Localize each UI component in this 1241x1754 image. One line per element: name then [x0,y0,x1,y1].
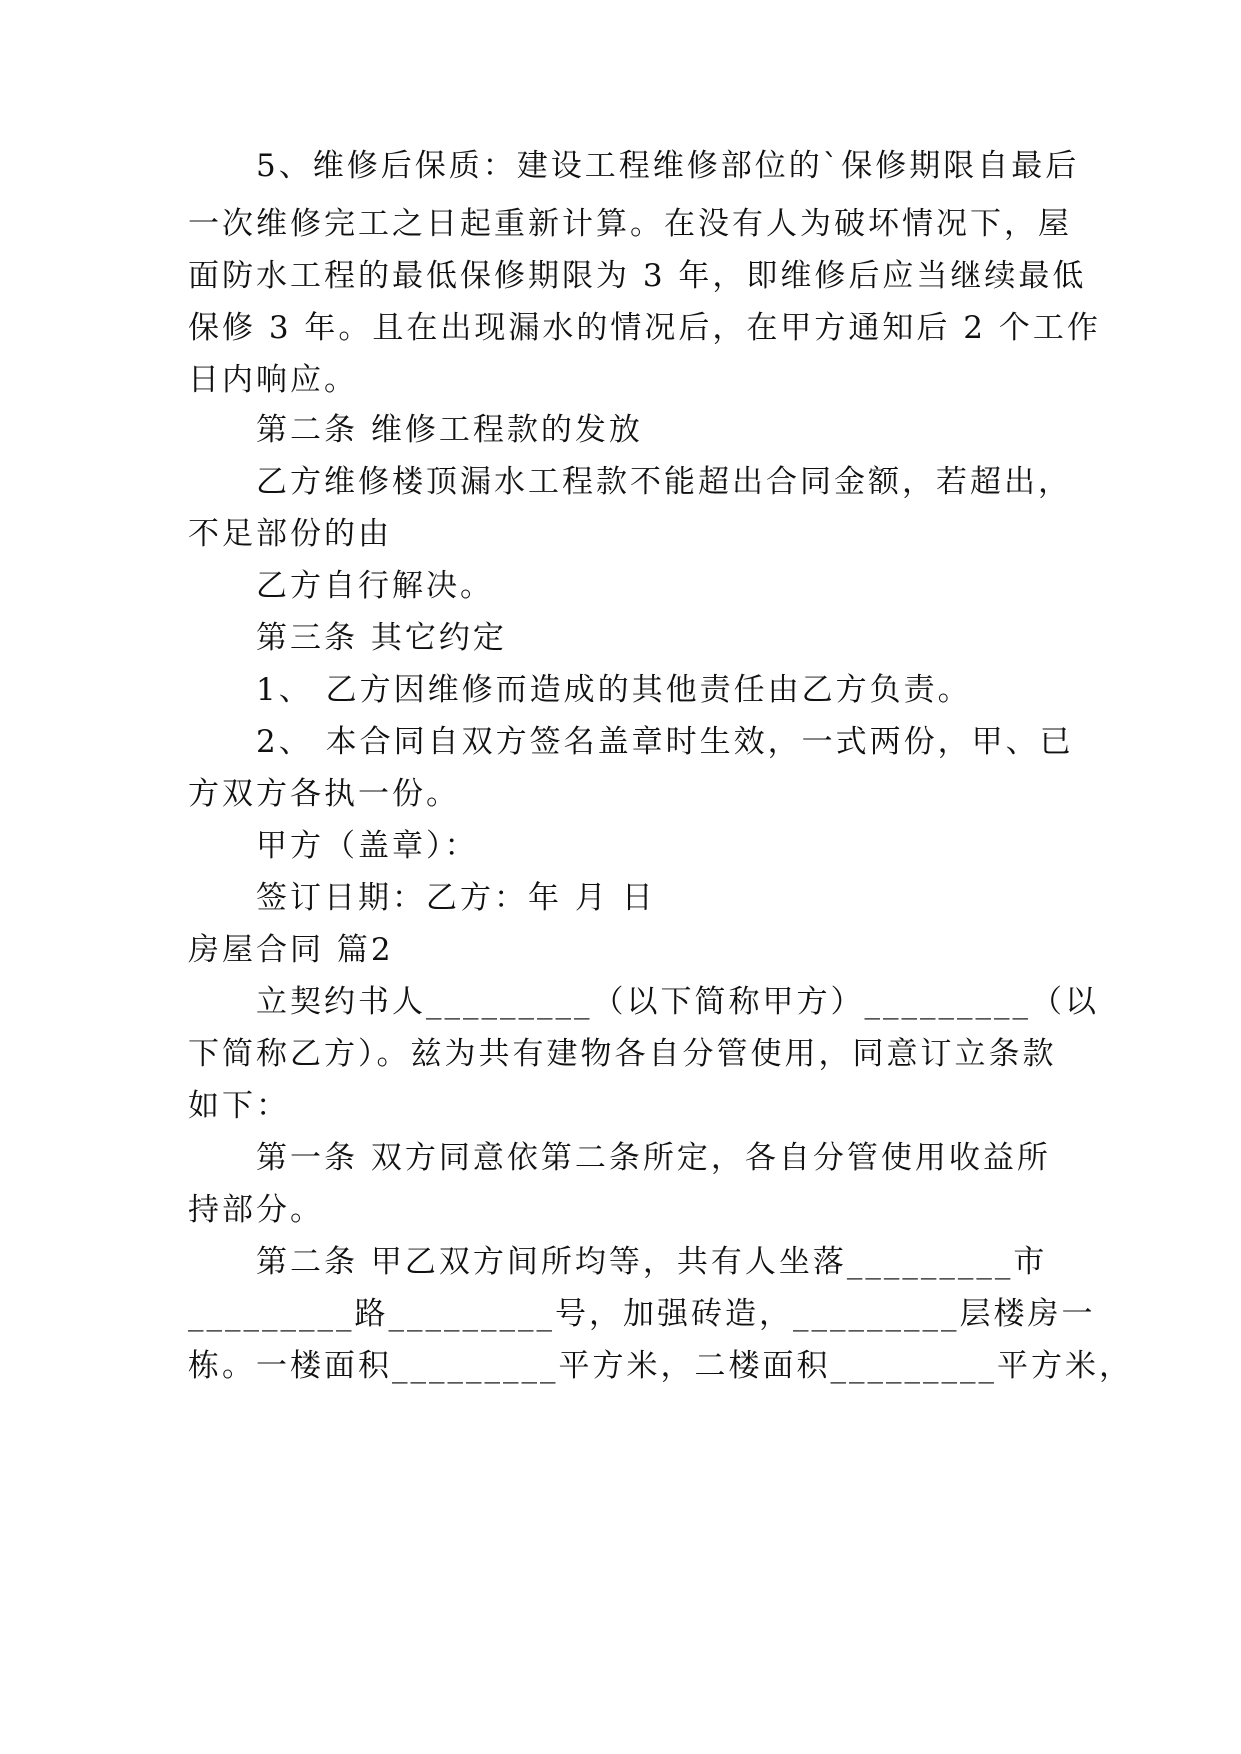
article-line: _________路_________号，加强砖造，_________层楼房一 [188,1296,1096,1332]
signature-date-line: 签订日期：乙方：年 月 日 [256,880,656,916]
paragraph-line: 日内响应。 [188,362,358,398]
paragraph-line: 立契约书人_________（以下简称甲方）_________（以 [256,984,1099,1020]
paragraph-line: 如下： [188,1088,290,1124]
list-item: 1、 乙方因维修而造成的其他责任由乙方负责。 [256,672,972,708]
paragraph-line: 乙方自行解决。 [256,568,494,604]
article-line: 第一条 双方同意依第二条所定，各自分管使用收益所 [256,1140,1051,1176]
list-item: 2、 本合同自双方签名盖章时生效，一式两份，甲、已 [256,724,1074,760]
article-line: 持部分。 [188,1192,324,1228]
paragraph-line: 一次维修完工之日起重新计算。在没有人为破坏情况下，屋 [188,206,1072,242]
document-section-title: 房屋合同 篇2 [188,932,394,968]
section-heading: 第二条 维修工程款的发放 [256,412,643,448]
article-line: 第二条 甲乙双方间所均等，共有人坐落_________市 [256,1244,1048,1280]
signature-party-a: 甲方（盖章）： [256,828,479,864]
paragraph-line: 面防水工程的最低保修期限为 3 年，即维修后应当继续最低 [188,258,1087,294]
section-heading: 第三条 其它约定 [256,620,507,656]
article-line: 栋。一楼面积_________平方米，二楼面积_________平方米， [188,1348,1133,1384]
paragraph-line: 不足部份的由 [188,516,392,552]
paragraph-line: 下简称乙方）。兹为共有建物各自分管使用，同意订立条款 [188,1036,1057,1072]
paragraph-line: 5、维修后保质：建设工程维修部位的`保修期限自最后 [256,148,1080,184]
paragraph-line: 保修 3 年。且在出现漏水的情况后，在甲方通知后 2 个工作 [188,310,1101,346]
paragraph-line: 乙方维修楼顶漏水工程款不能超出合同金额，若超出， [256,464,1072,500]
paragraph-line: 方双方各执一份。 [188,776,460,812]
